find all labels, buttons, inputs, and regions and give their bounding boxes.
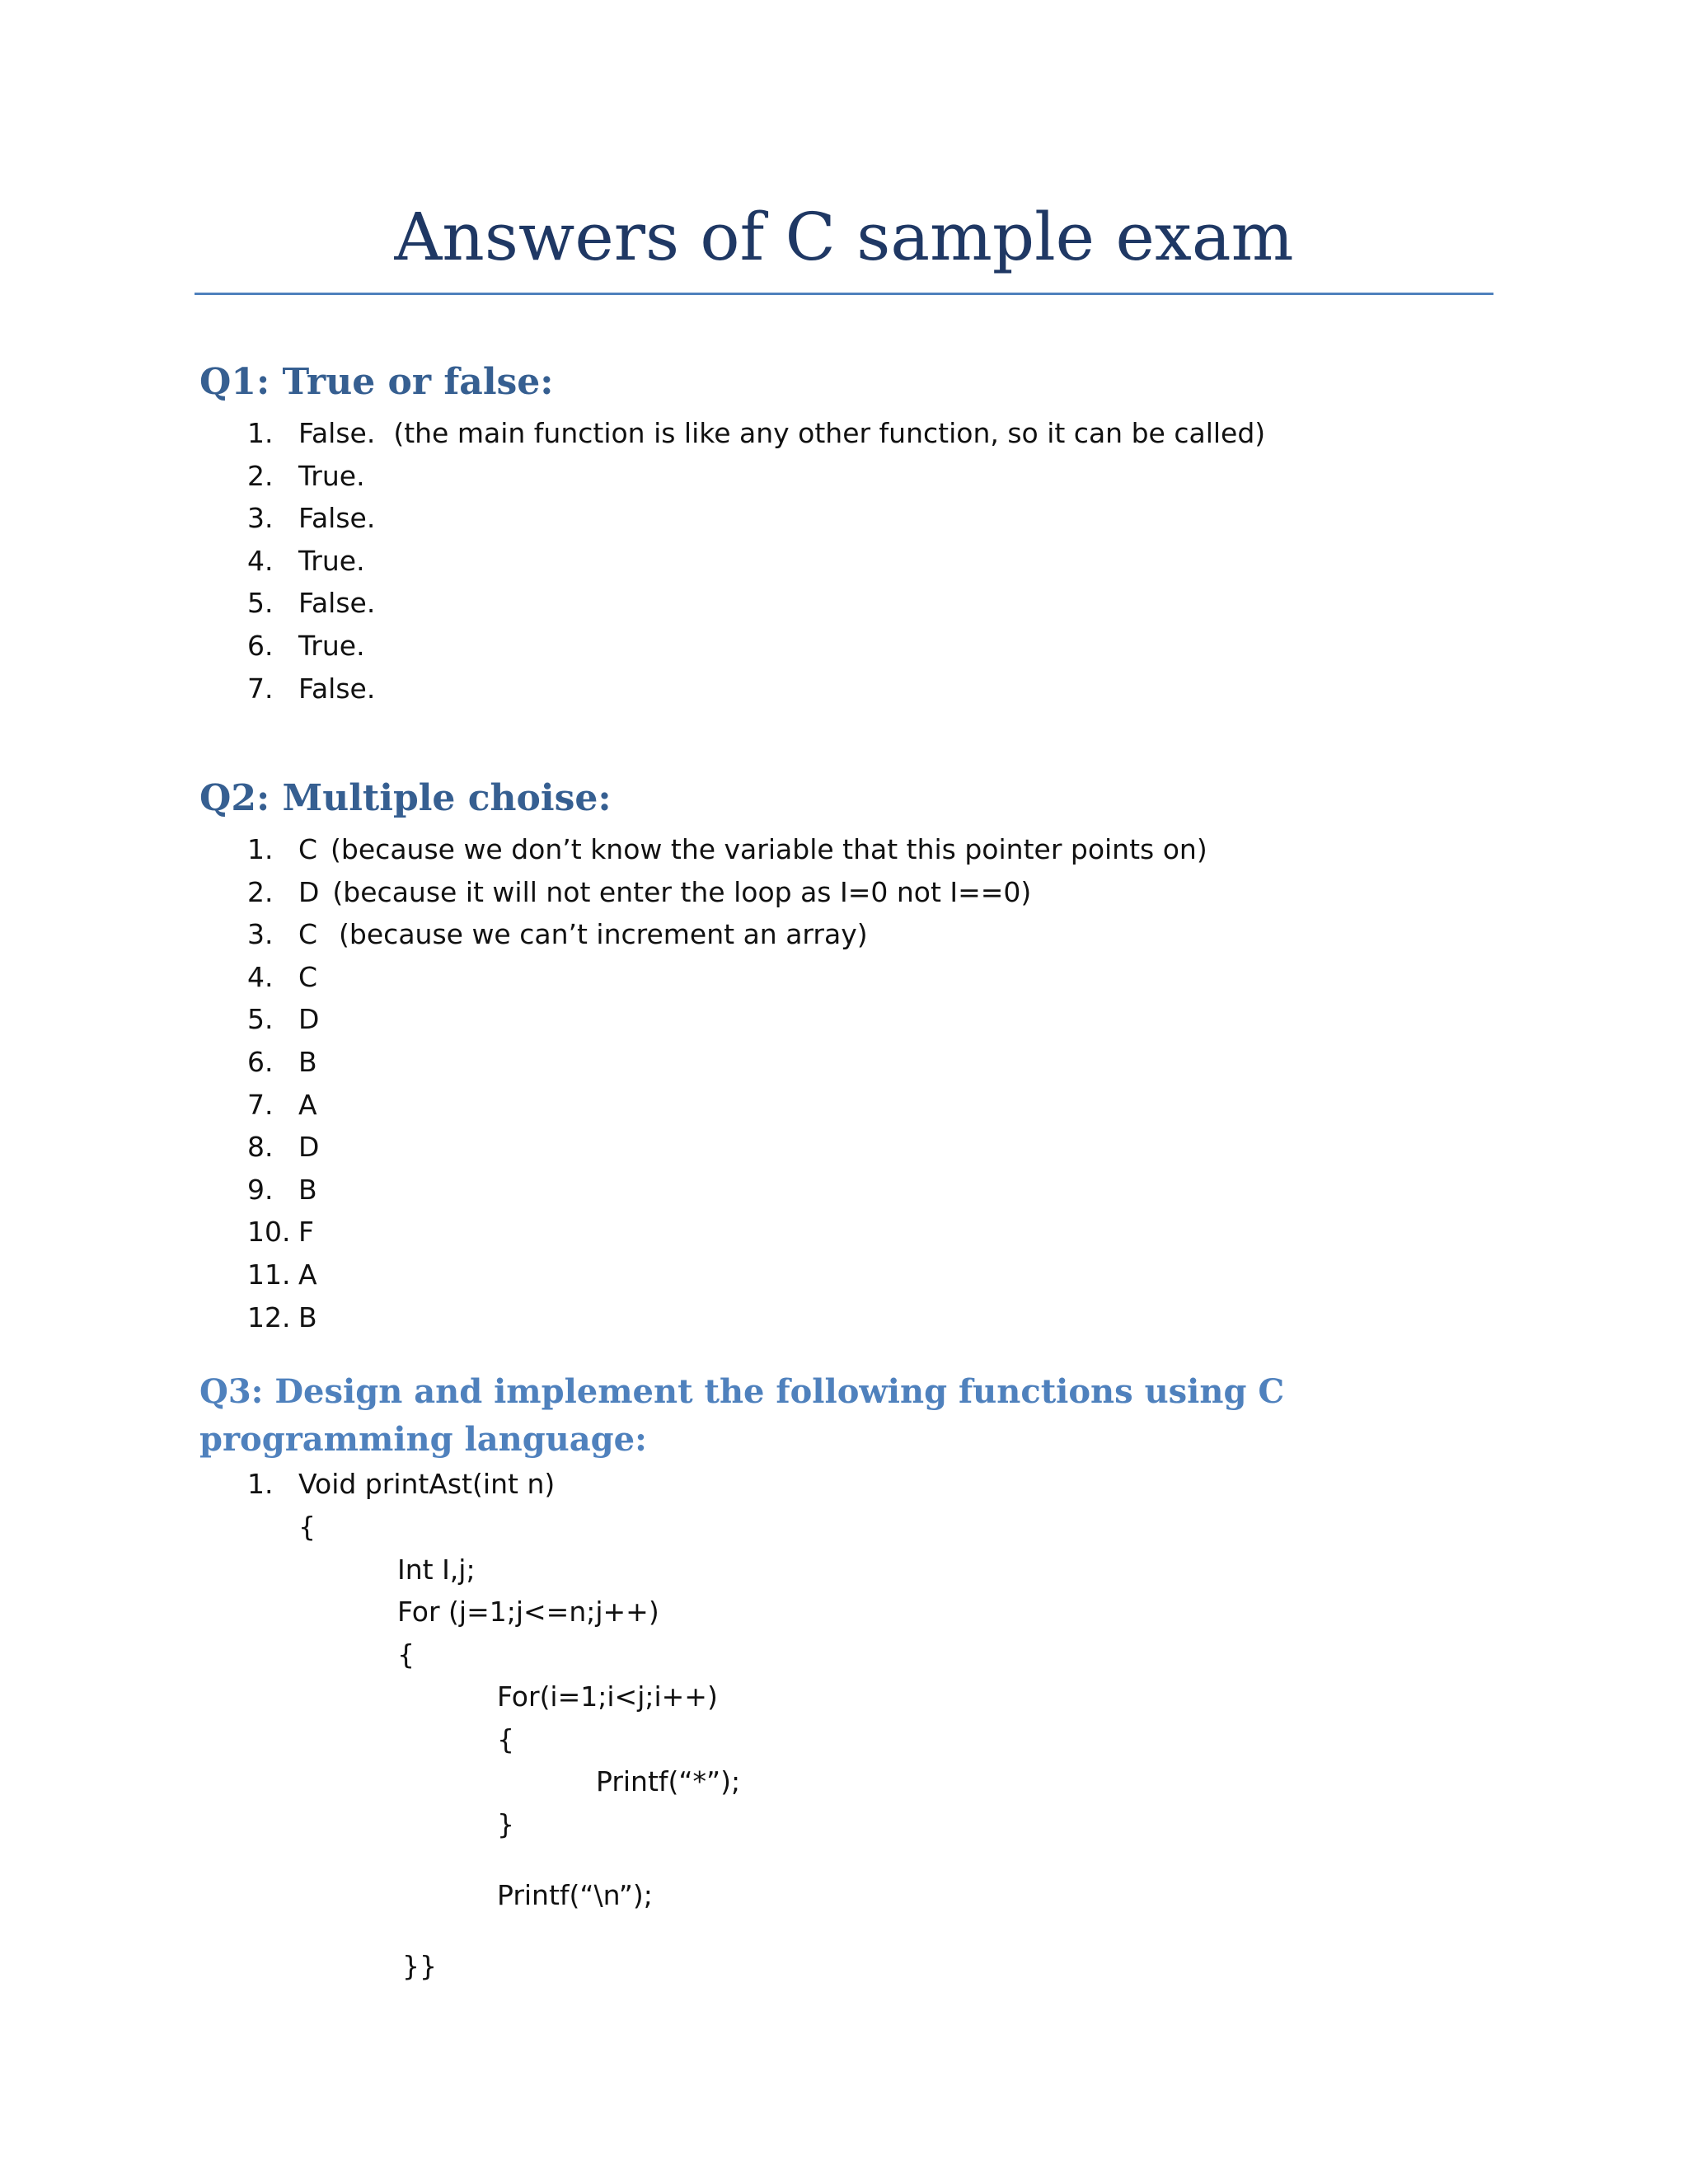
item-number: 2. [247,875,274,908]
list-item [247,913,1207,956]
list-item [247,1041,1207,1084]
item-answer: B [298,1173,317,1206]
list-item [247,956,1207,999]
list-item [247,582,1265,625]
item-number: 4. [247,544,274,577]
item-number: 3. [247,502,274,535]
code-line: For (j=1;j<=n;j++) [397,1596,659,1628]
item-answer: A [298,1088,317,1121]
item-answer: C [298,833,318,865]
title-underline [195,293,1493,295]
q2-heading: Q2: Multiple choise: [199,777,612,819]
item-note: (because it will not enter the loop as I=0 not I==0) [332,875,1032,908]
item-answer: False. [298,502,376,535]
list-item [247,412,1265,455]
list-item [247,1084,1207,1127]
q3-heading: Q3: Design and implement the following functions using C programming language: [199,1372,1285,1459]
item-number: 6. [247,1045,274,1078]
item-answer: A [298,1258,317,1291]
code-line: Printf(“*”); [596,1765,741,1797]
item-number: 7. [247,1088,274,1121]
item-answer: False. [298,587,376,620]
item-answer: D [298,1003,320,1036]
list-item [247,871,1207,914]
item-number: 5. [247,587,274,620]
q3-item-number: 1. [247,1468,274,1500]
list-item [247,497,1265,540]
item-answer: D [298,875,320,908]
item-number: 12. [247,1301,291,1333]
q2-answer-list [247,828,1207,1338]
item-answer: B [298,1045,317,1078]
item-answer: C [298,960,318,993]
list-item [247,1126,1207,1169]
list-item [247,998,1207,1041]
list-item [247,1211,1207,1254]
item-number: 8. [247,1131,274,1164]
code-line: For(i=1;i<j;i++) [497,1680,718,1713]
list-item [247,668,1265,710]
item-number: 2. [247,459,274,492]
list-item [247,540,1265,583]
item-number: 7. [247,672,274,705]
item-number: 3. [247,918,274,951]
list-item [247,1254,1207,1296]
item-answer: True. [298,459,365,492]
page-title: Answers of C sample exam [394,199,1294,275]
item-note: (because we can’t increment an array) [339,918,868,951]
item-number: 1. [247,417,274,449]
item-answer: B [298,1301,317,1333]
item-number: 10. [247,1216,291,1249]
item-answer: F [298,1216,314,1249]
list-item [247,625,1265,668]
list-item [247,455,1265,498]
list-item [247,1169,1207,1212]
list-item [247,1296,1207,1339]
item-number: 1. [247,833,274,865]
code-line: { [298,1511,316,1543]
item-answer: False. [298,417,376,449]
item-answer: False. [298,672,376,705]
q1-answer-list [247,412,1265,710]
item-answer: D [298,1131,320,1164]
item-number: 5. [247,1003,274,1036]
item-answer: C [298,918,318,951]
code-line: }} [402,1950,437,1982]
item-answer: True. [298,629,365,662]
code-line: Printf(“\n”); [497,1879,653,1911]
item-number: 4. [247,960,274,993]
q1-heading: Q1: True or false: [199,361,554,403]
item-number: 6. [247,629,274,662]
item-answer: True. [298,544,365,577]
code-line: { [497,1723,514,1755]
code-line: Void printAst(int n) [298,1468,556,1500]
list-item [247,828,1207,871]
item-note: (because we don’t know the variable that this pointer points on) [331,833,1207,865]
item-number: 11. [247,1258,291,1291]
code-line: Int I,j; [397,1554,476,1586]
code-line: { [397,1638,415,1671]
item-number: 9. [247,1173,274,1206]
code-line: } [497,1808,514,1840]
item-note: (the main function is like any other function, so it can be called) [393,417,1266,449]
